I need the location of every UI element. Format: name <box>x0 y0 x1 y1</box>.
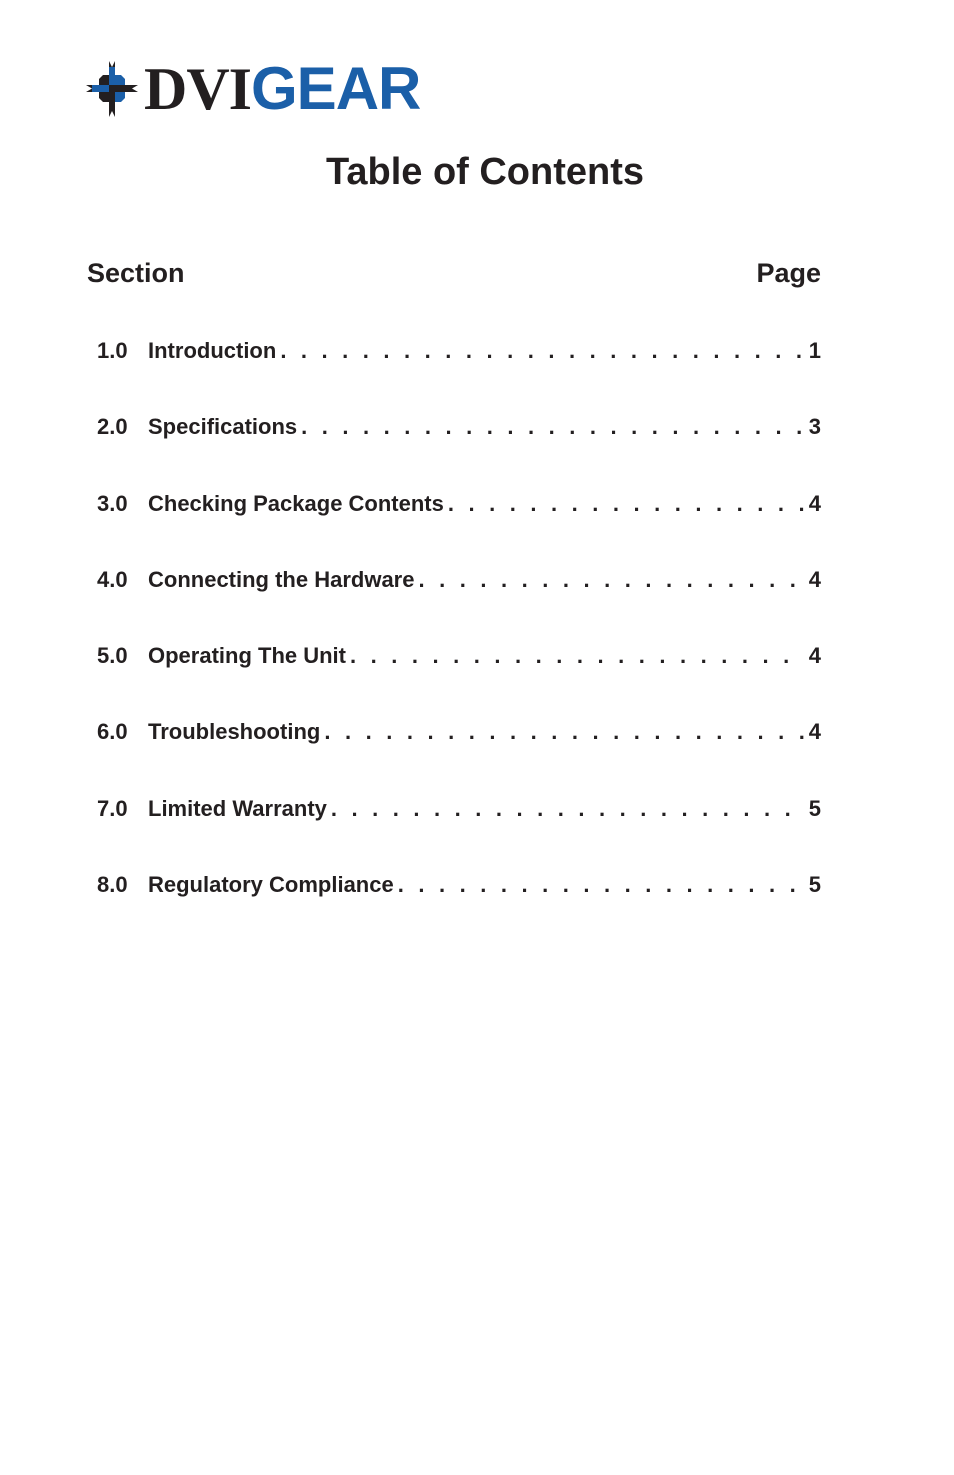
toc-entry-title: Introduction <box>148 338 277 363</box>
toc-entry-title: Regulatory Compliance <box>148 872 394 898</box>
toc-entry[interactable] <box>97 870 821 946</box>
toc-list <box>97 336 821 946</box>
toc-entry[interactable] <box>97 794 821 870</box>
toc-entry-page: 3 <box>808 414 821 440</box>
toc-entry-number: 1.0 <box>97 338 128 363</box>
toc-dot-leader <box>301 412 805 442</box>
toc-entry-title: Connecting the Hardware <box>148 566 415 592</box>
toc-entry-page: 4 <box>808 490 821 516</box>
toc-entry-number: 8.0 <box>97 872 128 898</box>
toc-entry-title: Checking Package Contents <box>148 490 444 516</box>
toc-header <box>87 256 821 290</box>
toc-entry[interactable] <box>97 641 821 717</box>
toc-entry-page: 4 <box>808 566 821 592</box>
toc-dot-leader <box>280 336 804 366</box>
logo-text-gear: GEAR <box>251 55 421 122</box>
toc-entry-number: 2.0 <box>97 414 128 440</box>
toc-entry[interactable] <box>97 565 821 641</box>
toc-entry-title: Limited Warranty <box>148 795 327 821</box>
toc-entry[interactable] <box>97 412 821 488</box>
toc-entry-number: 6.0 <box>97 719 128 745</box>
toc-entry-page: 1 <box>808 338 821 363</box>
toc-entry-number: 4.0 <box>97 566 128 592</box>
toc-dot-leader <box>331 794 805 824</box>
toc-entry-page: 5 <box>808 872 821 898</box>
dvigear-logo <box>86 55 421 122</box>
toc-entry[interactable] <box>97 489 821 565</box>
toc-dot-leader <box>418 565 804 595</box>
toc-entry-title: Operating The Unit <box>148 643 346 669</box>
logo-text-dvi: DVI <box>144 56 252 122</box>
toc-dot-leader <box>448 489 805 519</box>
toc-entry-page: 5 <box>808 795 821 821</box>
toc-dot-leader <box>398 870 805 900</box>
toc-entry-number: 5.0 <box>97 643 128 669</box>
toc-entry[interactable] <box>97 717 821 793</box>
toc-entry-number: 7.0 <box>97 795 128 821</box>
toc-entry-page: 4 <box>808 643 821 669</box>
section-column-header: Section <box>87 258 185 288</box>
page-column-header: Page <box>756 258 821 288</box>
toc-entry-page: 4 <box>808 719 821 745</box>
page-title: Table of Contents <box>325 151 645 193</box>
logo-wordmark <box>144 55 421 122</box>
toc-entry[interactable] <box>97 336 821 412</box>
toc-dot-leader <box>324 717 804 747</box>
toc-dot-leader <box>350 641 805 671</box>
compass-cross-icon <box>86 61 138 117</box>
toc-entry-title: Specifications <box>148 414 298 440</box>
toc-entry-number: 3.0 <box>97 490 128 516</box>
toc-entry-title: Troubleshooting <box>148 719 321 745</box>
